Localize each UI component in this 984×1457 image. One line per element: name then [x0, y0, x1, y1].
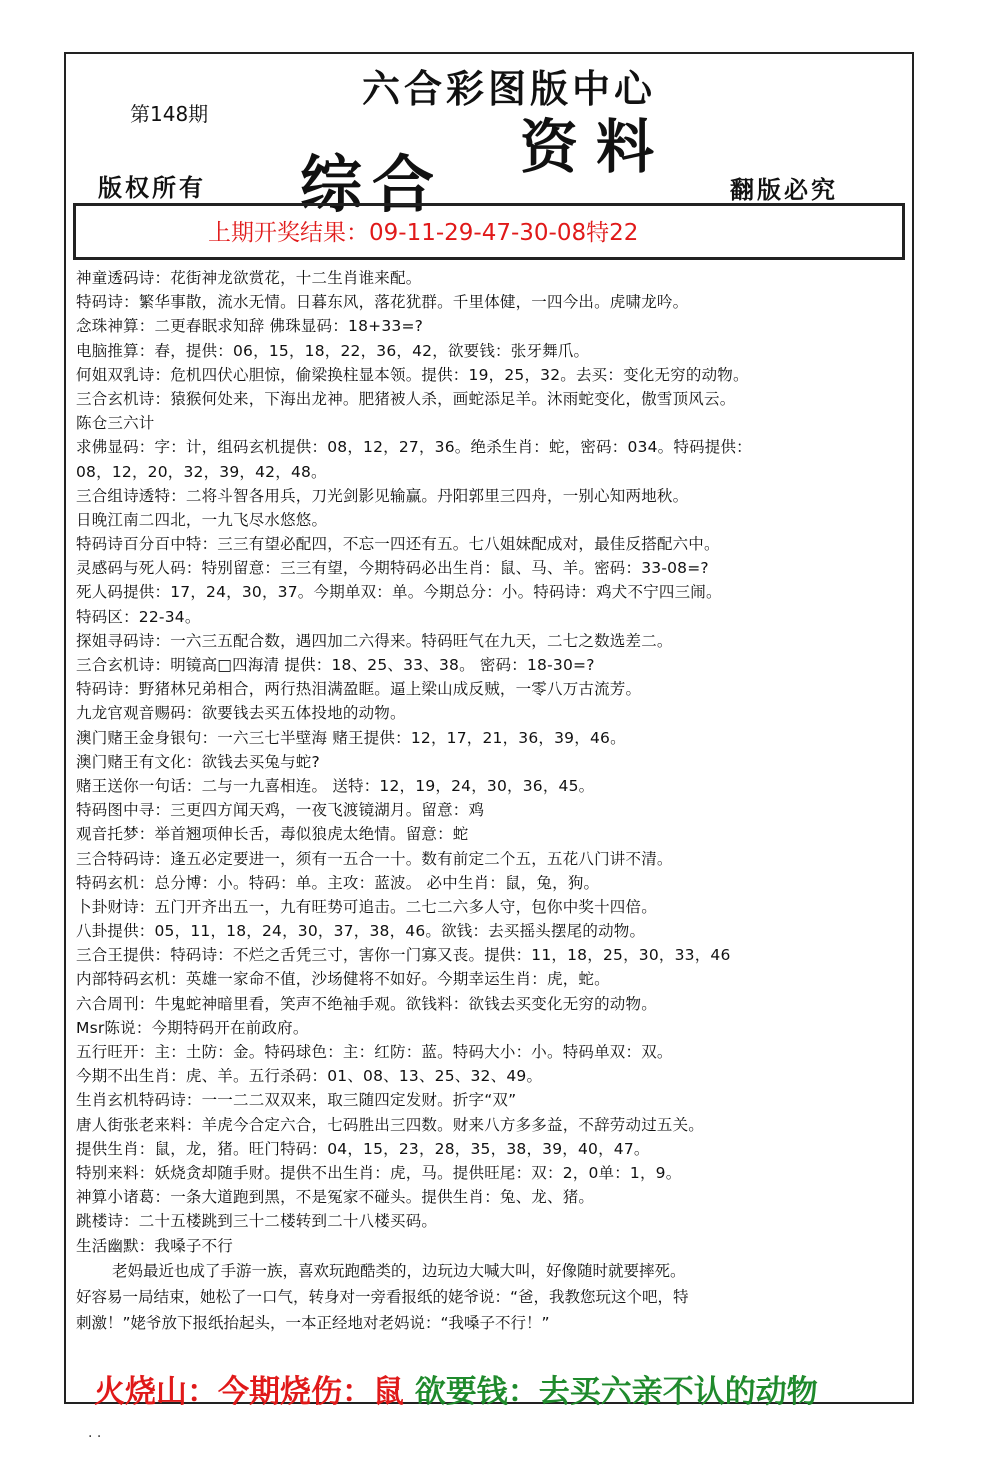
- text-line: 今期不出生肖：虎、羊。五行杀码：01、08、13、25、32、49。: [76, 1067, 543, 1086]
- bottom-banner: [94, 1366, 818, 1411]
- text-line: 08，12，20，32，39，42，48。: [76, 462, 327, 481]
- text-line: 九龙官观音赐码：欲要钱去买五体投地的动物。: [76, 704, 406, 723]
- text-line: 卜卦财诗：五门开齐出五一，九有旺势可追击。二七二六多人守，包你中奖十四倍。: [76, 897, 657, 916]
- text-line: 神童透码诗：花街神龙欲赏花，十二生肖谁来配。: [76, 269, 422, 287]
- text-line: 观音托梦：举首翘项伸长舌，毒似狼虎太绝情。留意：蛇: [76, 825, 469, 844]
- issue-number: 第148期: [130, 102, 209, 126]
- text-line: 三合玄机诗：猿猴何处来，下海出龙神。肥猪被人杀，画蛇添足羊。沐雨蛇变化，傲雪顶风云。: [76, 389, 736, 408]
- text-line: 陈仓三六计: [76, 414, 155, 433]
- text-line: 跳楼诗：二十五楼跳到三十二楼转到二十八楼买码。: [76, 1212, 438, 1231]
- copyright-slogan: 版权所有: [98, 173, 206, 202]
- text-line: 提供生肖：鼠，龙，猪。旺门特码：04，15，23，28，35，38，39，40，47。: [76, 1139, 650, 1158]
- content-body: [76, 266, 902, 1336]
- text-line: 特码玄机：总分博：小。特码：单。主攻：蓝波。 必中生肖：鼠，兔，狗。: [76, 873, 600, 892]
- text-line: 三合王提供：特码诗：不烂之舌凭三寸，害你一门寡又丧。提供：11，18，25，30，33，46: [76, 946, 731, 965]
- text-line: 日晚江南二四北，一九飞尽水悠悠。: [76, 510, 328, 529]
- text-line: 三合特码诗：逢五必定要进一，须有一五合一十。数有前定二个五，五花八门讲不清。: [76, 849, 673, 868]
- text-line: 特码诗：野猪林兄弟相合，两行热泪满盈眶。逼上梁山成反贼，一零八万古流芳。: [76, 680, 642, 699]
- main-title-part2: 资料: [520, 113, 673, 181]
- text-line: 八卦提供：05，11，18，24，30，37，38，46。欲钱：去买摇头摆尾的动物。: [76, 922, 646, 941]
- text-line: 特别来料：妖烧贪却随手财。提供不出生肖：虎，马。提供旺尾：双：2，0单：1，9。: [76, 1163, 682, 1182]
- text-line: 探姐寻码诗：一六三五配合数，遇四加二六得来。特码旺气在九天，二七之数选差二。: [76, 631, 673, 650]
- joke-line: 好容易一局结束，她松了一口气，转身对一旁看报纸的姥爷说：“爸，我教您玩这个吧，特: [76, 1287, 689, 1306]
- text-line: 生肖玄机特码诗：一一二二双双来，取三随四定发财。折字“双”: [76, 1091, 517, 1110]
- joke-line: 刺激！”姥爷放下报纸抬起头，一本正经地对老妈说：“我嗓子不行！”: [76, 1313, 550, 1332]
- piracy-slogan: 翻版必究: [730, 175, 838, 204]
- text-line: 唐人街张老来料：羊虎今合定六合，七码胜出三四数。财来八方多多益，不辞劳动过五关。: [76, 1115, 705, 1134]
- text-line: 神算小诸葛：一条大道跑到黑，不是冤家不碰头。提供生肖：兔、龙、猪。: [76, 1188, 595, 1207]
- text-line: 内部特码玄机：英雄一家命不值，沙场健将不如好。今期幸运生肖：虎，蛇。: [76, 970, 610, 989]
- text-line: 生活幽默：我嗓子不行: [76, 1236, 234, 1255]
- text-line: 赌王送你一句话：二与一九喜相连。 送特：12，19，24，30，36，45。: [76, 776, 595, 795]
- text-line: 灵感码与死人码：特别留意：三三有望，今期特码必出生肖：鼠、马、羊。密码：33-08=?: [76, 559, 709, 578]
- text-line: 澳门赌王有文化：欲钱去买兔与蛇?: [76, 752, 320, 771]
- main-title-part1: 综合: [300, 148, 445, 221]
- text-line: 何姐双乳诗：危机四伏心胆惊，偷梁换柱显本领。提供：19，25，32。去买：变化无穷的动物。: [76, 365, 749, 384]
- text-line: 澳门赌王金身银句：一六三七半壁海 赌王提供：12，17，21，36，39，46。: [76, 728, 626, 747]
- text-line: 五行旺开：主：土防：金。特码球色：主：红防：蓝。特码大小：小。特码单双：双。: [76, 1043, 673, 1061]
- text-line: 求佛显码：字：计，组码玄机提供：08，12，27，36。绝杀生肖：蛇，密码：034。特码提供：: [76, 438, 752, 457]
- text-line: 三合组诗透特：二将斗智各用兵，刀光剑影见输赢。丹阳郭里三四舟，一别心知两地秋。: [76, 486, 689, 505]
- text-line: 死人码提供：17，24，30，37。今期单双：单。今期总分：小。特码诗：鸡犬不宁四三闹。: [76, 583, 722, 602]
- banner-red-part: 火烧山：今期烧伤：鼠: [94, 1374, 404, 1410]
- joke-line: 老妈最近也成了手游一族，喜欢玩跑酷类的，边玩边大喊大叫，好像随时就要摔死。: [112, 1261, 686, 1280]
- banner-green-part: 欲要钱：去买六亲不认的动物: [404, 1374, 818, 1410]
- text-line: Msr陈说：今期特码开在前政府。: [76, 1018, 309, 1037]
- text-line: 特码诗：繁华事散，流水无情。日暮东风，落花犹群。千里体健，一四今出。虎啸龙吟。: [76, 293, 689, 312]
- text-line: 六合周刊：牛鬼蛇神暗里看，笑声不绝袖手观。欲钱料：欲钱去买变化无穷的动物。: [76, 994, 657, 1013]
- text-line: 电脑推算：春，提供：06，15，18，22，36，42，欲要钱：张牙舞爪。: [76, 341, 590, 360]
- last-draw-result: 上期开奖结果：09-11-29-47-30-08特22: [208, 220, 639, 246]
- text-line: 特码图中寻：三更四方闻天鸡，一夜飞渡镜湖月。留意：鸡: [76, 801, 485, 820]
- text-line: 念珠神算：二更春眠求知辞 佛珠显码：18+33=?: [76, 317, 424, 336]
- text-line: 特码区：22-34。: [76, 607, 201, 626]
- text-line: 三合玄机诗：明镜高□四海清 提供：18、25、33、38。 密码：18-30=?: [76, 656, 595, 674]
- result-box: [73, 203, 905, 260]
- publisher-title: 六合彩图版中心: [362, 66, 657, 111]
- text-line: 特码诗百分百中特：三三有望必配四，不忘一四还有五。七八姐妹配成对，最佳反搭配六中。: [76, 535, 720, 554]
- footer-dots: . .: [88, 1425, 102, 1441]
